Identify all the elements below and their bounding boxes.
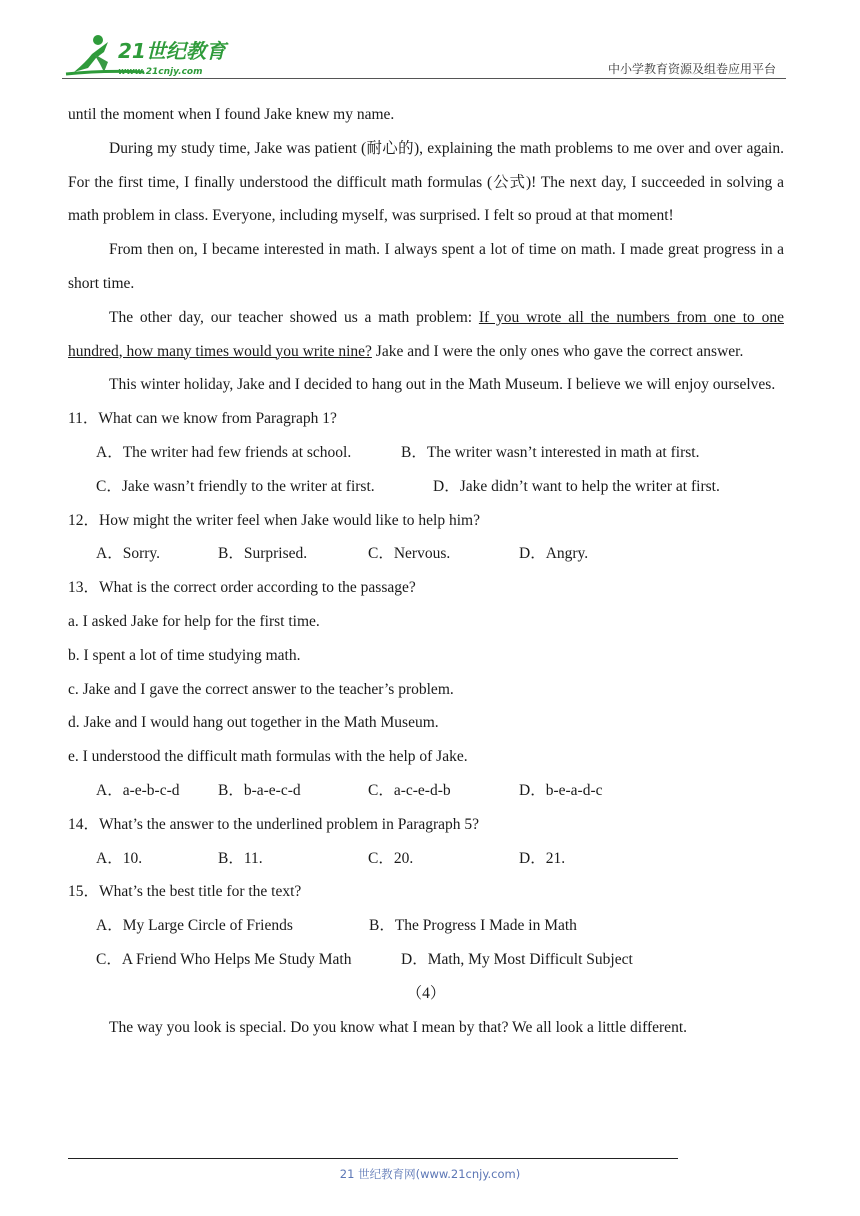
footer-divider bbox=[68, 1158, 678, 1159]
page-content bbox=[68, 98, 784, 1044]
option-b[interactable]: B．Surprised. bbox=[218, 545, 308, 563]
passage-paragraph: From then on, I became interested in math. I always spent a lot of time on math. I made great progress in a short time. bbox=[68, 241, 784, 292]
option-a[interactable]: A．My Large Circle of Friends bbox=[96, 917, 293, 935]
section-label: （4） bbox=[406, 984, 446, 1002]
svg-text:21世纪教育: 21世纪教育 bbox=[118, 39, 226, 63]
option-d[interactable]: D．Math, My Most Difficult Subject bbox=[401, 950, 633, 968]
question-stem: 14．What’s the answer to the underlined problem in Paragraph 5? bbox=[68, 815, 480, 833]
question-options bbox=[68, 774, 784, 808]
option-b[interactable]: B．b-a-e-c-d bbox=[218, 781, 301, 799]
option-d[interactable]: D．Angry. bbox=[519, 545, 589, 563]
option-c[interactable]: C．a-c-e-d-b bbox=[368, 781, 451, 799]
question-options bbox=[68, 909, 784, 943]
question-options bbox=[68, 842, 784, 876]
underlined-problem: If you wrote all the numbers from one to one hundred, how many times would you write nine? bbox=[68, 308, 784, 360]
option-a[interactable]: A．Sorry. bbox=[96, 545, 161, 563]
order-item: d. Jake and I would hang out together in the Math Museum. bbox=[68, 714, 439, 732]
option-c[interactable]: C．A Friend Who Helps Me Study Math bbox=[96, 950, 352, 968]
order-item: e. I understood the difficult math formulas with the help of Jake. bbox=[68, 748, 468, 766]
passage-paragraph: The way you look is special. Do you know what I mean by that? We all look a little different. bbox=[109, 1018, 687, 1036]
question-options bbox=[68, 537, 784, 571]
passage-paragraph: During my study time, Jake was patient (耐心的), explaining the math problems to me over and over again. For the first time, I finally understood the difficult math formulas (公式)! The next day, I succeeded in solving a math problem in class. Everyone, including myself, was surprised. I felt so proud at that moment! bbox=[68, 139, 784, 225]
svg-text:www.21cnjy.com: www.21cnjy.com bbox=[118, 67, 203, 77]
option-a[interactable]: A．10. bbox=[96, 849, 143, 867]
option-b[interactable]: B．The Progress I Made in Math bbox=[369, 917, 577, 935]
option-c[interactable]: C．20. bbox=[368, 849, 414, 867]
page-header bbox=[62, 28, 786, 80]
order-item: c. Jake and I gave the correct answer to the teacher’s problem. bbox=[68, 680, 454, 698]
option-d[interactable]: D．Jake didn’t want to help the writer at first. bbox=[433, 477, 720, 495]
paragraph-text: The other day, our teacher showed us a math problem: bbox=[109, 308, 479, 326]
option-b[interactable]: B．The writer wasn’t interested in math at first. bbox=[401, 443, 700, 461]
question-stem: 11．What can we know from Paragraph 1? bbox=[68, 410, 337, 428]
paragraph-text: Jake and I were the only ones who gave the correct answer. bbox=[371, 342, 744, 360]
question-stem: 12．How might the writer feel when Jake would like to help him? bbox=[68, 511, 480, 529]
order-item: a. I asked Jake for help for the first time. bbox=[68, 612, 320, 630]
page-footer[interactable]: 21 世纪教育网(www.21cnjy.com) bbox=[339, 1167, 521, 1181]
option-c[interactable]: C．Nervous. bbox=[368, 545, 451, 563]
question-options bbox=[68, 943, 784, 977]
header-platform-text: 中小学教育资源及组卷应用平台 bbox=[607, 62, 776, 76]
option-d[interactable]: D．b-e-a-d-c bbox=[519, 781, 603, 799]
option-a[interactable]: A．a-e-b-c-d bbox=[96, 781, 180, 799]
question-options bbox=[68, 470, 784, 504]
question-stem: 13．What is the correct order according to the passage? bbox=[68, 579, 416, 597]
passage-paragraph-with-underline bbox=[68, 301, 784, 369]
order-item: b. I spent a lot of time studying math. bbox=[68, 646, 301, 664]
option-c[interactable]: C．Jake wasn’t friendly to the writer at first. bbox=[96, 477, 375, 495]
site-logo[interactable] bbox=[64, 32, 234, 78]
option-a[interactable]: A．The writer had few friends at school. bbox=[96, 443, 352, 461]
question-stem: 15．What’s the best title for the text? bbox=[68, 883, 302, 901]
option-b[interactable]: B．11. bbox=[218, 849, 263, 867]
option-d[interactable]: D．21. bbox=[519, 849, 566, 867]
question-options bbox=[68, 436, 784, 470]
passage-paragraph: until the moment when I found Jake knew my name. bbox=[68, 106, 395, 123]
passage-paragraph: This winter holiday, Jake and I decided to hang out in the Math Museum. I believe we will enjoy ourselves. bbox=[109, 376, 776, 394]
header-divider bbox=[62, 78, 786, 79]
